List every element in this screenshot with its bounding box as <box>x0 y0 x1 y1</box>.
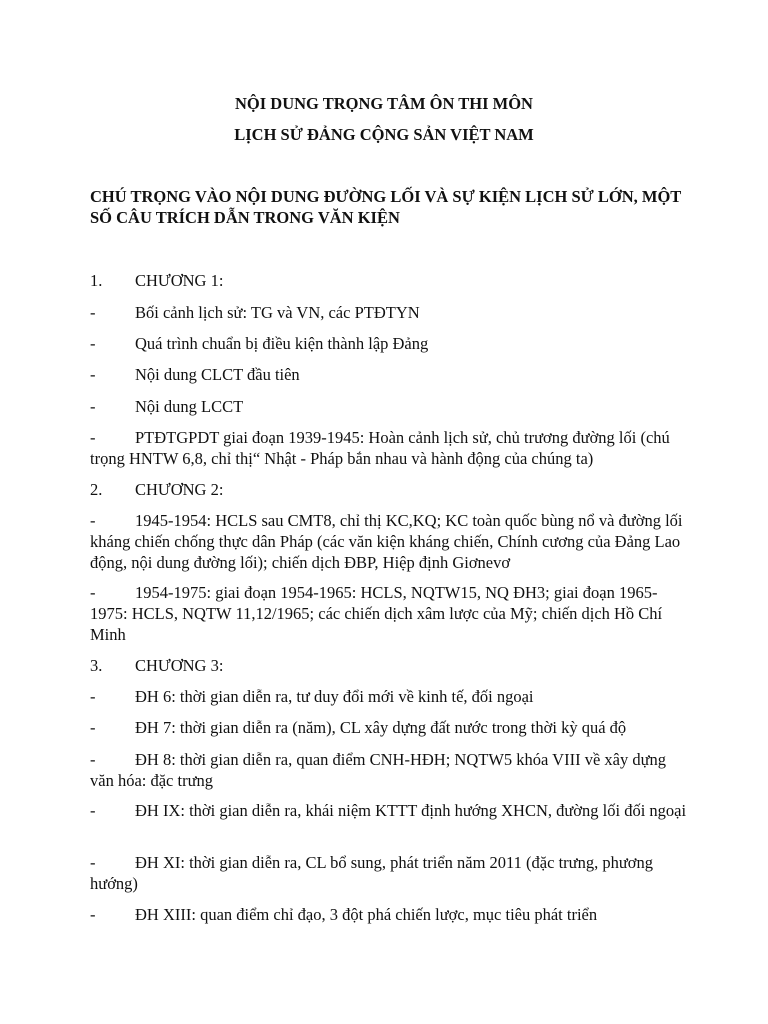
paragraph-text: ĐH XI: thời gian diễn ra, CL bổ sung, phát triển năm 2011 (đặc trưng, phương hướng) <box>90 853 654 893</box>
paragraph-marker: - <box>90 334 96 353</box>
paragraph-text: Bối cảnh lịch sử: TG và VN, các PTĐTYN <box>135 303 420 322</box>
document-title-line-1: NỘI DUNG TRỌNG TÂM ÔN THI MÔN <box>235 94 533 113</box>
paragraph-marker: - <box>90 801 96 820</box>
paragraph-text: CHƯƠNG 3: <box>135 656 224 675</box>
paragraph-marker: - <box>90 511 96 530</box>
paragraph-item <box>90 582 690 645</box>
paragraph-text: Nội dung LCCT <box>135 397 244 416</box>
paragraph-text: ĐH 7: thời gian diễn ra (năm), CL xây dựng đất nước trong thời kỳ quá độ <box>135 718 627 737</box>
paragraph-item <box>90 333 690 354</box>
paragraph-text: Quá trình chuẩn bị điều kiện thành lập Đảng <box>135 334 429 353</box>
paragraph-marker: 2. <box>90 480 103 499</box>
paragraph-chapter-3 <box>90 655 690 676</box>
paragraph-marker: - <box>90 853 96 872</box>
paragraph-item <box>90 904 690 925</box>
paragraph-chapter-2 <box>90 479 690 500</box>
paragraph-item <box>90 427 690 469</box>
paragraph-marker: - <box>90 428 96 447</box>
paragraph-marker: - <box>90 583 96 602</box>
paragraph-item <box>90 800 690 821</box>
paragraph-text: CHƯƠNG 2: <box>135 480 224 499</box>
paragraph-text: CHƯƠNG 1: <box>135 271 224 290</box>
paragraph-item <box>90 510 690 573</box>
paragraph-item <box>90 852 690 894</box>
paragraph-item <box>90 396 690 417</box>
paragraph-marker: - <box>90 718 96 737</box>
paragraph-marker: 3. <box>90 656 103 675</box>
paragraph-item <box>90 717 690 738</box>
paragraph-marker: - <box>90 365 96 384</box>
document-subtitle: CHÚ TRỌNG VÀO NỘI DUNG ĐƯỜNG LỐI VÀ SỰ KIỆN LỊCH SỬ LỚN, MỘT SỐ CÂU TRÍCH DẪN TRONG VĂN KIỆN <box>90 187 682 227</box>
paragraph-text: PTĐTGPDT giai đoạn 1939-1945: Hoàn cảnh lịch sử, chủ trương đường lối (chú trọng HNTW 6,8, chỉ thị“ Nhật - Pháp bắn nhau và hành động của chúng ta) <box>90 428 670 468</box>
paragraph-marker: - <box>90 303 96 322</box>
paragraph-item <box>90 686 690 707</box>
document-title-line-2: LỊCH SỬ ĐẢNG CỘNG SẢN VIỆT NAM <box>234 125 534 144</box>
paragraph-text: ĐH 8: thời gian diễn ra, quan điểm CNH-HĐH; NQTW5 khóa VIII về xây dựng văn hóa: đặc trưng <box>90 750 667 790</box>
paragraph-text: Nội dung CLCT đầu tiên <box>135 365 300 384</box>
paragraph-marker: - <box>90 397 96 416</box>
paragraph-item <box>90 302 690 323</box>
paragraph-text: 1945-1954: HCLS sau CMT8, chỉ thị KC,KQ; KC toàn quốc bùng nổ và đường lối kháng chiến chống thực dân Pháp (các văn kiện kháng chiến, Chính cương của Đảng Lao động, nội dung đường lối); chiến dịch ĐBP, Hiệp định Giơnevơ <box>90 511 683 572</box>
paragraph-marker: - <box>90 687 96 706</box>
paragraph-text: ĐH IX: thời gian diễn ra, khái niệm KTTT định hướng XHCN, đường lối đối ngoại <box>135 801 687 820</box>
paragraph-item <box>90 364 690 385</box>
paragraph-text: 1954-1975: giai đoạn 1954-1965: HCLS, NQTW15, NQ ĐH3; giai đoạn 1965-1975: HCLS, NQTW 11,12/1965; các chiến dịch xâm lược của Mỹ; chiến dịch Hồ Chí Minh <box>90 583 663 644</box>
paragraph-item <box>90 749 690 791</box>
paragraph-marker: 1. <box>90 271 103 290</box>
paragraph-marker: - <box>90 905 96 924</box>
paragraph-marker: - <box>90 750 96 769</box>
paragraph-chapter-1 <box>90 270 690 291</box>
paragraph-text: ĐH XIII: quan điểm chỉ đạo, 3 đột phá chiến lược, mục tiêu phát triển <box>135 905 598 924</box>
paragraph-text: ĐH 6: thời gian diễn ra, tư duy đổi mới về kinh tế, đối ngoại <box>135 687 534 706</box>
